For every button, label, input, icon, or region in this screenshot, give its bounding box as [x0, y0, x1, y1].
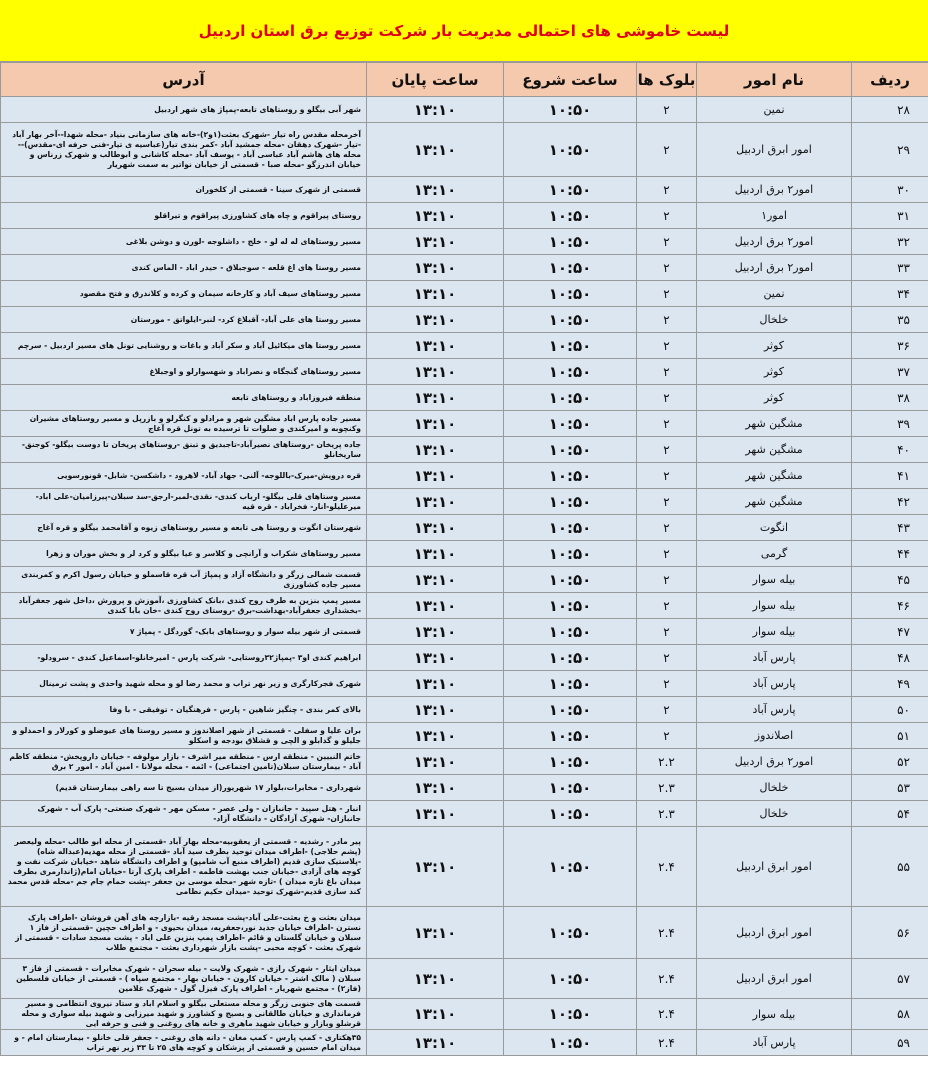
area-cell: امور۲ برق اردبیل — [697, 749, 852, 775]
blocks-cell: ۲ — [637, 385, 697, 411]
start-time-cell: ۱۰:۵۰ — [504, 515, 637, 541]
row-number-cell: ۴۳ — [852, 515, 928, 541]
area-cell: مشگین شهر — [697, 463, 852, 489]
blocks-cell: ۲.۴ — [637, 907, 697, 959]
address-cell: خاتم النبیین - منطقه ارس - منطقه میر اشرف - بازار مولوفه - خیابان داروپخش- منطقه کاظم آباد - بیمارستان سبلان(تامین اجتماعی) - ائمه - محله مولانا - امین آباد - امور ۲ برق — [1, 749, 367, 775]
address-cell: جاده پریخان -روستاهای نصیرآباد-تاجبدیق و تبنق -روستاهای پریخان تا دوست بیگلو- کوجنق- ساریخانلو — [1, 437, 367, 463]
area-cell: پارس آباد — [697, 645, 852, 671]
row-number-cell: ۳۲ — [852, 229, 928, 255]
area-cell: امور۱ — [697, 203, 852, 229]
table-row — [1, 307, 928, 333]
start-time-cell: ۱۰:۵۰ — [504, 229, 637, 255]
start-time-cell: ۱۰:۵۰ — [504, 567, 637, 593]
area-cell: امور ابرق اردبیل — [697, 959, 852, 999]
blocks-cell: ۲ — [637, 177, 697, 203]
row-number-cell: ۴۲ — [852, 489, 928, 515]
start-time-cell: ۱۰:۵۰ — [504, 697, 637, 723]
start-time-cell: ۱۰:۵۰ — [504, 959, 637, 999]
blocks-cell: ۲ — [637, 697, 697, 723]
row-number-cell: ۴۵ — [852, 567, 928, 593]
table-row — [1, 645, 928, 671]
area-cell: مشگین شهر — [697, 437, 852, 463]
table-row — [1, 749, 928, 775]
title-bar — [0, 0, 928, 62]
end-time-cell: ۱۳:۱۰ — [367, 437, 504, 463]
address-cell: ۳۵هکتاری - کمپ پارس - کمپ مغان - دانه های روغنی - جعفر قلی خانلو - بیمارستان امام - و میدان امام حسین و قسمتی از پزشکان و کوچه های ۲۵ تا ۳۳ زیر نهر تراب — [1, 1030, 367, 1056]
blocks-cell: ۲ — [637, 593, 697, 619]
blocks-cell: ۲ — [637, 671, 697, 697]
row-number-cell: ۳۰ — [852, 177, 928, 203]
address-cell: میدان ایثار - شهرک رازی - شهرک ولایت - بیله سحران - شهرک مخابرات - قسمتی از فاز ۳ سبلان ( مالک اشتر - خیابان کارون - خیابان بهار - مجتمع سپاه ) - قسمتی از خیابان فلسطین (فاز۲) - مجتمع شهریار - اطراف پارک فیزل گول - شهرک غلامین — [1, 959, 367, 999]
start-time-cell: ۱۰:۵۰ — [504, 619, 637, 645]
area-cell: کوثر — [697, 385, 852, 411]
address-cell: بران علیا و سفلی - قسمتی از شهر اصلاندوز و مسیر روستا های عیوضلو و کورلار و احمدلو و جلیلو و گدابلو و الچی و قشلاق بودجه و اسکلو — [1, 723, 367, 749]
header-area: نام امور — [697, 63, 852, 97]
end-time-cell: ۱۳:۱۰ — [367, 203, 504, 229]
blocks-cell: ۲.۳ — [637, 801, 697, 827]
start-time-cell: ۱۰:۵۰ — [504, 307, 637, 333]
table-row — [1, 463, 928, 489]
start-time-cell: ۱۰:۵۰ — [504, 385, 637, 411]
start-time-cell: ۱۰:۵۰ — [504, 999, 637, 1030]
blocks-cell: ۲.۳ — [637, 775, 697, 801]
table-row — [1, 671, 928, 697]
end-time-cell: ۱۳:۱۰ — [367, 281, 504, 307]
row-number-cell: ۳۷ — [852, 359, 928, 385]
area-cell: امور ابرق اردبیل — [697, 907, 852, 959]
blocks-cell: ۲.۲ — [637, 749, 697, 775]
end-time-cell: ۱۳:۱۰ — [367, 177, 504, 203]
start-time-cell: ۱۰:۵۰ — [504, 281, 637, 307]
end-time-cell: ۱۳:۱۰ — [367, 385, 504, 411]
address-cell: انبار - هتل سپید - جانبازان - ولی عصر - مسکن مهر - شهرک صنعتی- پارک آب - شهرک جانبازان- شهرک آزادگان - دانشگاه آزاد- — [1, 801, 367, 827]
header-row-number: ردیف — [852, 63, 928, 97]
table-row — [1, 229, 928, 255]
row-number-cell: ۵۵ — [852, 827, 928, 907]
address-cell: مسیر روستاهای سیف آباد و کارخانه سیمان و کرده و کلاندرق و فتح مقصود — [1, 281, 367, 307]
end-time-cell: ۱۳:۱۰ — [367, 827, 504, 907]
address-cell: شهرک فجرکارگری و زیر نهر تراب و محمد رضا لو و محله شهید واحدی و پشت ترمینال — [1, 671, 367, 697]
table-row — [1, 619, 928, 645]
end-time-cell: ۱۳:۱۰ — [367, 697, 504, 723]
row-number-cell: ۵۸ — [852, 999, 928, 1030]
blocks-cell: ۲ — [637, 437, 697, 463]
address-cell: مسیر پمپ بنزین به طرف روح کندی ،بانک کشاورزی ،آموزش و پرورش ،داخل شهر جعفرآباد -بخشداری جعفرآباد-بهداشت-برق -روستای روح کندی -خان بابا کندی — [1, 593, 367, 619]
row-number-cell: ۳۵ — [852, 307, 928, 333]
header-address: آدرس — [1, 63, 367, 97]
row-number-cell: ۳۳ — [852, 255, 928, 281]
start-time-cell: ۱۰:۵۰ — [504, 1030, 637, 1056]
start-time-cell: ۱۰:۵۰ — [504, 723, 637, 749]
area-cell: بیله سوار — [697, 567, 852, 593]
start-time-cell: ۱۰:۵۰ — [504, 489, 637, 515]
end-time-cell: ۱۳:۱۰ — [367, 567, 504, 593]
table-row — [1, 801, 928, 827]
area-cell: امور ابرق اردبیل — [697, 123, 852, 177]
area-cell: بیله سوار — [697, 619, 852, 645]
table-row — [1, 123, 928, 177]
blocks-cell: ۲ — [637, 97, 697, 123]
area-cell: خلخال — [697, 775, 852, 801]
table-row — [1, 593, 928, 619]
end-time-cell: ۱۳:۱۰ — [367, 999, 504, 1030]
area-cell: نمین — [697, 281, 852, 307]
blocks-cell: ۲.۴ — [637, 827, 697, 907]
row-number-cell: ۲۹ — [852, 123, 928, 177]
area-cell: پارس آباد — [697, 1030, 852, 1056]
row-number-cell: ۳۸ — [852, 385, 928, 411]
area-cell: انگوت — [697, 515, 852, 541]
row-number-cell: ۲۸ — [852, 97, 928, 123]
row-number-cell: ۵۹ — [852, 1030, 928, 1056]
area-cell: بیله سوار — [697, 999, 852, 1030]
row-number-cell: ۴۸ — [852, 645, 928, 671]
table-row — [1, 333, 928, 359]
start-time-cell: ۱۰:۵۰ — [504, 123, 637, 177]
outage-table — [0, 62, 928, 1056]
blocks-cell: ۲ — [637, 515, 697, 541]
start-time-cell: ۱۰:۵۰ — [504, 177, 637, 203]
start-time-cell: ۱۰:۵۰ — [504, 541, 637, 567]
table-row — [1, 489, 928, 515]
row-number-cell: ۵۳ — [852, 775, 928, 801]
end-time-cell: ۱۳:۱۰ — [367, 749, 504, 775]
end-time-cell: ۱۳:۱۰ — [367, 463, 504, 489]
start-time-cell: ۱۰:۵۰ — [504, 255, 637, 281]
start-time-cell: ۱۰:۵۰ — [504, 359, 637, 385]
area-cell: امور ابرق اردبیل — [697, 827, 852, 907]
address-cell: مسیر روستا های میکائیل آباد و سکر آباد و باغات و روشنایی تونل های مسیر اردبیل - سرچم — [1, 333, 367, 359]
header-row — [1, 63, 928, 97]
blocks-cell: ۲ — [637, 411, 697, 437]
blocks-cell: ۲ — [637, 567, 697, 593]
table-row — [1, 359, 928, 385]
end-time-cell: ۱۳:۱۰ — [367, 959, 504, 999]
table-row — [1, 959, 928, 999]
start-time-cell: ۱۰:۵۰ — [504, 907, 637, 959]
end-time-cell: ۱۳:۱۰ — [367, 1030, 504, 1056]
table-row — [1, 177, 928, 203]
address-cell: شهرستان انگوت و روستا هی تابعه و مسیر روستاهای زیوه و آقامحمد بیگلو و قره آغاج — [1, 515, 367, 541]
table-row — [1, 255, 928, 281]
address-cell: منطقه فیروزاباد و روستاهای تابعه — [1, 385, 367, 411]
header-end-time: ساعت پایان — [367, 63, 504, 97]
area-cell: پارس آباد — [697, 671, 852, 697]
start-time-cell: ۱۰:۵۰ — [504, 411, 637, 437]
end-time-cell: ۱۳:۱۰ — [367, 801, 504, 827]
table-row — [1, 723, 928, 749]
address-cell: بالای کمر بندی - چنگیز شاهین - پارس - فرهنگیان - توفیقی - با وفا — [1, 697, 367, 723]
address-cell: آخرمحله مقدس راه تیار -شهرک بعثت(۱و۲)-خانه های سازمانی بنیاد -محله شهدا--آخر بهار آباد -تیار -شهرک دهقان -محله جمشید آباد -کمر بندی تیار(عباسیه ی تیار-فنی حرفه ای-مقدس)--محله های هاشم آباد عباسی آباد - یوسف آباد -محله کاشانی و ابوطالب و شهرک زرناس و خیابان اندرزگو -محله صبا - قسمتی از خیابان نواتیر به سمت شهریار — [1, 123, 367, 177]
address-cell: میدان بعثت و خ بعثت-علی آباد-پشت مسجد رقیه -بازارچه های آهن فروشان -اطراف پارک نسترن -اطراف خیابان جدید نور،جعفریه، میدان بحیوی - و اطراف حچین -قسمتی از فاز ۱ سبلان و خیابان گلستان و قائم -اطراف پمپ بنزین علی اباد - پشت مسجد سادات - قسمتی از شهرک بعثت - کوچه محبی -پشت بازار شهرداری بعثت - مجتمع طلاب — [1, 907, 367, 959]
address-cell: ابراهیم کندی او۳ -پمپاژ۳۲روستایی- شرکت پارس - امیرخانلو-اسماعیل کندی - سرودلو- — [1, 645, 367, 671]
area-cell: کوثر — [697, 359, 852, 385]
header-start-time: ساعت شروع — [504, 63, 637, 97]
address-cell: مسیر وستاهای قلی بیگلو- ارباب کندی- نقدی-لمبر-ارجق-سد سبلان-پیرزامیان-علی اباد-میرعلیلو-انار- فخراباد - قره قیه — [1, 489, 367, 515]
area-cell: گرمی — [697, 541, 852, 567]
row-number-cell: ۵۴ — [852, 801, 928, 827]
row-number-cell: ۴۹ — [852, 671, 928, 697]
blocks-cell: ۲ — [637, 229, 697, 255]
table-row — [1, 515, 928, 541]
table-row — [1, 281, 928, 307]
address-cell: مسیر روستا های اغ قلعه - سوجبلاق - حیدر اباد - الماس کندی — [1, 255, 367, 281]
table-row — [1, 907, 928, 959]
start-time-cell: ۱۰:۵۰ — [504, 827, 637, 907]
table-row — [1, 437, 928, 463]
address-cell: مسیر جاده پارس اباد مشگین شهر و مرادلو و کنگرلو و بازرپل و مسیر روستاهای مشیران وکنچوبه و امیرکندی و صلوات تا ترسیده به تونل قره آغاج — [1, 411, 367, 437]
blocks-cell: ۲.۴ — [637, 1030, 697, 1056]
blocks-cell: ۲ — [637, 723, 697, 749]
row-number-cell: ۳۹ — [852, 411, 928, 437]
table-row — [1, 411, 928, 437]
blocks-cell: ۲ — [637, 619, 697, 645]
row-number-cell: ۴۱ — [852, 463, 928, 489]
address-cell: قسمتی از شهرک سینا - قسمتی از کلخوران — [1, 177, 367, 203]
end-time-cell: ۱۳:۱۰ — [367, 619, 504, 645]
blocks-cell: ۲ — [637, 307, 697, 333]
address-cell: مسیر روستا های علی آباد- آقبلاغ کرد- لنبر-ایلواتق - مورستان — [1, 307, 367, 333]
start-time-cell: ۱۰:۵۰ — [504, 775, 637, 801]
blocks-cell: ۲ — [637, 333, 697, 359]
area-cell: امور۲ برق اردبیل — [697, 177, 852, 203]
row-number-cell: ۳۴ — [852, 281, 928, 307]
address-cell: مسیر روستاهای شکراب و آرانچی و کلاسر و عیا بیگلو و کرد لر و بخش موران و زهرا — [1, 541, 367, 567]
address-cell: قسمتی از شهر بیله سوار و روستاهای بابک- گوردگل - پمپاژ ۷ — [1, 619, 367, 645]
area-cell: امور۲ برق اردبیل — [697, 255, 852, 281]
end-time-cell: ۱۳:۱۰ — [367, 307, 504, 333]
end-time-cell: ۱۳:۱۰ — [367, 723, 504, 749]
row-number-cell: ۳۶ — [852, 333, 928, 359]
table-row — [1, 697, 928, 723]
start-time-cell: ۱۰:۵۰ — [504, 645, 637, 671]
address-cell: قره درویش-میرک-باللوجه- آلنی- جهاد آباد- لاهرود - داشکسن- شابل- قونورسویی — [1, 463, 367, 489]
table-row — [1, 999, 928, 1030]
start-time-cell: ۱۰:۵۰ — [504, 203, 637, 229]
address-cell: مسیر روستاهای گنجگاه و نصراباد و شهسوارلو و اوجبلاغ — [1, 359, 367, 385]
table-row — [1, 203, 928, 229]
blocks-cell: ۲.۴ — [637, 959, 697, 999]
blocks-cell: ۲.۴ — [637, 999, 697, 1030]
row-number-cell: ۳۱ — [852, 203, 928, 229]
end-time-cell: ۱۳:۱۰ — [367, 255, 504, 281]
address-cell: مسیر روستاهای له له لو - خلج - داشلوجه -لورن و دوشن بلاغی — [1, 229, 367, 255]
end-time-cell: ۱۳:۱۰ — [367, 541, 504, 567]
area-cell: خلخال — [697, 307, 852, 333]
start-time-cell: ۱۰:۵۰ — [504, 801, 637, 827]
area-cell: بیله سوار — [697, 593, 852, 619]
blocks-cell: ۲ — [637, 203, 697, 229]
area-cell: نمین — [697, 97, 852, 123]
table-row — [1, 97, 928, 123]
address-cell: قسمت شمالی زرگر و دانشگاه آزاد و پمپاژ آب قره قاسملو و خیابان رسول اکرم و کمربندی مسیر جاده کشاورزی — [1, 567, 367, 593]
end-time-cell: ۱۳:۱۰ — [367, 775, 504, 801]
table-row — [1, 775, 928, 801]
blocks-cell: ۲ — [637, 359, 697, 385]
end-time-cell: ۱۳:۱۰ — [367, 671, 504, 697]
row-number-cell: ۵۲ — [852, 749, 928, 775]
area-cell: مشگین شهر — [697, 489, 852, 515]
start-time-cell: ۱۰:۵۰ — [504, 97, 637, 123]
end-time-cell: ۱۳:۱۰ — [367, 645, 504, 671]
end-time-cell: ۱۳:۱۰ — [367, 593, 504, 619]
area-cell: کوثر — [697, 333, 852, 359]
header-blocks: بلوک ها — [637, 63, 697, 97]
end-time-cell: ۱۳:۱۰ — [367, 489, 504, 515]
blocks-cell: ۲ — [637, 255, 697, 281]
address-cell: شهر آبی بیگلو و روستاهای تابعه-پمپاژ های شهر اردبیل — [1, 97, 367, 123]
end-time-cell: ۱۳:۱۰ — [367, 907, 504, 959]
start-time-cell: ۱۰:۵۰ — [504, 333, 637, 359]
area-cell: پارس آباد — [697, 697, 852, 723]
page-title: لیست خاموشی های احتمالی مدیریت بار شرکت توزیع برق استان اردبیل — [198, 21, 730, 40]
row-number-cell: ۵۷ — [852, 959, 928, 999]
start-time-cell: ۱۰:۵۰ — [504, 671, 637, 697]
blocks-cell: ۲ — [637, 541, 697, 567]
blocks-cell: ۲ — [637, 463, 697, 489]
address-cell: شهرداری - مخابرات،بلوار ۱۷ شهریور(از میدان بسیج تا سه راهی بیمارستان قدیم) — [1, 775, 367, 801]
area-cell: مشگین شهر — [697, 411, 852, 437]
end-time-cell: ۱۳:۱۰ — [367, 411, 504, 437]
end-time-cell: ۱۳:۱۰ — [367, 333, 504, 359]
row-number-cell: ۵۰ — [852, 697, 928, 723]
row-number-cell: ۵۱ — [852, 723, 928, 749]
table-row — [1, 1030, 928, 1056]
row-number-cell: ۴۴ — [852, 541, 928, 567]
row-number-cell: ۴۷ — [852, 619, 928, 645]
end-time-cell: ۱۳:۱۰ — [367, 123, 504, 177]
table-row — [1, 541, 928, 567]
blocks-cell: ۲ — [637, 123, 697, 177]
end-time-cell: ۱۳:۱۰ — [367, 359, 504, 385]
table-row — [1, 567, 928, 593]
start-time-cell: ۱۰:۵۰ — [504, 463, 637, 489]
row-number-cell: ۴۰ — [852, 437, 928, 463]
end-time-cell: ۱۳:۱۰ — [367, 97, 504, 123]
area-cell: اصلاندوز — [697, 723, 852, 749]
start-time-cell: ۱۰:۵۰ — [504, 593, 637, 619]
address-cell: قسمت های جنوبی زرگر و محله مستعلی بیگلو و اسلام اباد و ستاد نیروی انتظامی و مسیر فرمانداری و خیابان طالقانی و بسیج و کشاورز و شهید میرزایی و شهید بیله سواری و محله قرشلو وبازار و خیابان شهید ماهری و خانه های روغنی و فنی و حرفه ایی — [1, 999, 367, 1030]
row-number-cell: ۵۶ — [852, 907, 928, 959]
area-cell: امور۲ برق اردبیل — [697, 229, 852, 255]
table-row — [1, 385, 928, 411]
blocks-cell: ۲ — [637, 281, 697, 307]
table-row — [1, 827, 928, 907]
address-cell: روستای پیراقوم و چاه های کشاورزی پیراقوم و تیراقلو — [1, 203, 367, 229]
start-time-cell: ۱۰:۵۰ — [504, 437, 637, 463]
blocks-cell: ۲ — [637, 489, 697, 515]
area-cell: خلخال — [697, 801, 852, 827]
row-number-cell: ۴۶ — [852, 593, 928, 619]
start-time-cell: ۱۰:۵۰ — [504, 749, 637, 775]
blocks-cell: ۲ — [637, 645, 697, 671]
address-cell: پیر مادر - رشدیه - قسمتی از یعقوبیه-محله بهار آباد -قسمتی از محله ابو طالب -محله ولیعصر (پشم حلاجی) -اطراف میدان توحید بطرف سید آباد -قسمتی از محله مهدیه(عبداله شاه) -پلاستیک سازی قدیم (اطراف منبع آب شامپو) و اطراف دانشگاه شاهد -خیابان شرکت نفت و کوچه های آزادی -خیابان جنب بهشت فاطمه - اطراف پارک آرتا -خیابان امام(ژاندارمری بطرف میدان باغ تازه میدان ) -تازه شهر -محله موسی بن جعفر -پشت حمام جام جم -محله قدس محمد کند سازی قدیم-شهرک توحید -میدان حکیم نظامی — [1, 827, 367, 907]
end-time-cell: ۱۳:۱۰ — [367, 515, 504, 541]
end-time-cell: ۱۳:۱۰ — [367, 229, 504, 255]
